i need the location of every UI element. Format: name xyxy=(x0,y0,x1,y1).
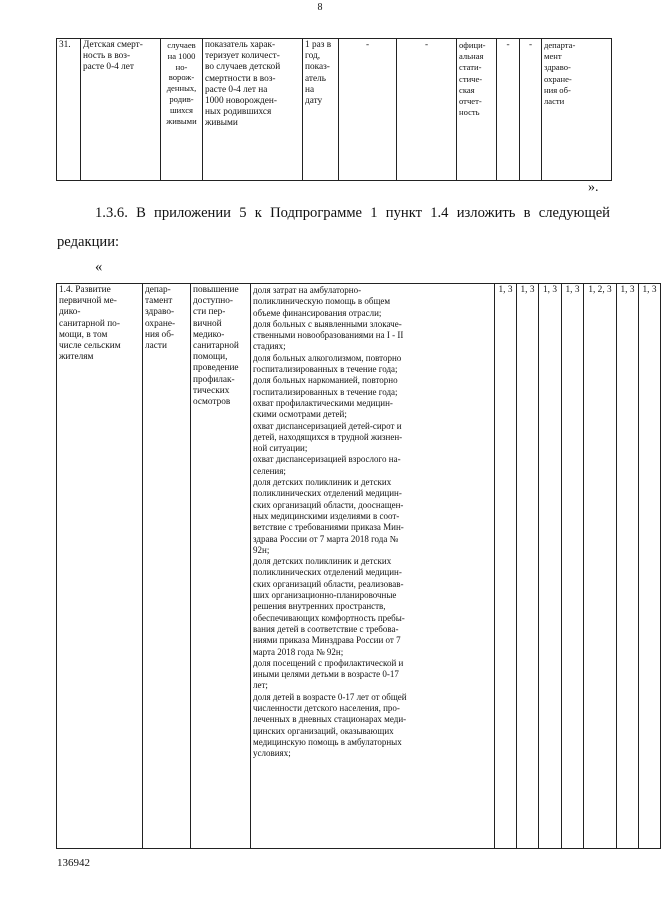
indicator-line: доля больных алкоголизмом, повторно xyxy=(253,352,402,363)
table-row xyxy=(57,39,612,181)
task-cell: 1, 3 xyxy=(617,284,639,849)
indicator-line: медицинскую помощь в амбулаторных xyxy=(253,736,402,747)
task-cell: 1, 3 xyxy=(562,284,584,849)
indicator-line: вания детей в соответствие с требова- xyxy=(253,623,399,634)
task-cell: 1, 3 xyxy=(495,284,517,849)
task-cell: 1, 2, 3 xyxy=(584,284,617,849)
indicator-line: доля больных наркоманией, повторно xyxy=(253,375,398,386)
indicator-line: доля больных с выявленными злокаче- xyxy=(253,318,402,329)
paragraph-line: 1.3.6. В приложении 5 к Подпрограмме 1 пункт 1.4 изложить в следующей xyxy=(95,205,610,221)
indicator-line: цинских организаций, оказывающих xyxy=(253,725,394,736)
indicator-line: ских организаций области, реализовав- xyxy=(253,578,404,589)
indicator-line: ских организаций области, дооснащен- xyxy=(253,499,404,510)
table-row xyxy=(57,284,661,849)
task-cell: 1, 3 xyxy=(539,284,562,849)
page-number: 8 xyxy=(317,2,323,13)
indicator-line: скими осмотрами детей; xyxy=(253,409,347,420)
indicator-line: доля затрат на амбулаторно- xyxy=(253,285,362,295)
indicator-line: леченных в дневных стационарах меди- xyxy=(253,714,407,725)
indicator-line: охват профилактическими медицин- xyxy=(253,397,393,408)
indicators-list xyxy=(251,284,495,849)
measure-goal: повышение доступно- сти пер- вичной медико- санитарной помощи, проведение профилак- тических осмотров xyxy=(191,284,251,849)
indicator-line: доля детей в возрасте 0-17 лет от общей xyxy=(253,691,407,702)
cell-dash: - xyxy=(497,39,520,181)
task-cell: 1, 3 xyxy=(517,284,539,849)
indicator-line: детей, находящихся в трудной жизнен- xyxy=(253,431,403,442)
indicator-line: условиях; xyxy=(253,748,291,759)
measures-table xyxy=(56,283,661,849)
paragraph-line: редакции: xyxy=(57,234,120,250)
footer-code: 136942 xyxy=(57,857,90,869)
closing-quote: ». xyxy=(588,180,599,195)
indicator-line: госпитализированных в течение года; xyxy=(253,364,398,375)
indicator-line: ветствие с требованиями приказа Мин- xyxy=(253,522,404,533)
indicator-line: ниями приказа Минздрава России от 7 xyxy=(253,635,401,646)
indicator-line: ственными новообразованиями на I - II xyxy=(253,330,404,341)
indicator-line: охват диспансеризацией взрослого на- xyxy=(253,454,401,465)
task-cell: 1, 3 xyxy=(639,284,661,849)
cell-dash: - xyxy=(397,39,457,181)
measure-name: 1.4. Развитие первичной ме- дико- санитарной по- мощи, в том числе сельским жителям xyxy=(57,284,143,849)
indicator-line: ных медицинскими изделиями в соот- xyxy=(253,510,400,521)
indicator-line: поликлиническую помощь в общем xyxy=(253,296,391,307)
indicator-line: доля детских поликлиник и детских xyxy=(253,556,392,567)
cell-dash: - xyxy=(339,39,397,181)
indicator-name: Детская смерт- ность в воз- расте 0-4 лет xyxy=(81,39,161,181)
indicator-line: ной ситуации; xyxy=(253,443,308,454)
indicator-line: стадиях; xyxy=(253,341,286,352)
indicator-line: лет; xyxy=(253,680,268,691)
indicator-line: 92н; xyxy=(253,544,270,555)
row-number: 31. xyxy=(57,39,81,181)
indicator-line: обеспечивающих комфортность пребы- xyxy=(253,612,405,623)
indicator-line: объеме финансирования отрасли; xyxy=(253,307,382,318)
indicator-line: госпитализированных в течение года; xyxy=(253,386,398,397)
indicator-line: селения; xyxy=(253,465,286,476)
indicator-definition: показатель харак- теризует количест- во случаев детской смертности в воз- расте 0-4 лет на 1000 новорожден- ных родившихся живыми xyxy=(203,39,303,181)
indicator-line: марта 2018 года № 92н; xyxy=(253,646,344,657)
indicator-line: численности детского населения, про- xyxy=(253,702,400,713)
indicator-line: поликлинических отделений медицин- xyxy=(253,567,402,578)
indicator-line: иными целями детьми в возрасте 0-17 xyxy=(253,669,399,680)
indicator-line: решения внутренних пространств, xyxy=(253,601,386,612)
opening-quote: « xyxy=(95,259,103,275)
indicator-line: доля посещений с профилактической и xyxy=(253,657,404,668)
indicator-line: здрава России от 7 марта 2018 года № xyxy=(253,533,399,544)
indicator-table xyxy=(56,38,612,181)
unit-of-measure: случаев на 1000 но- ворож- денных, родив- шихся живыми xyxy=(161,39,203,181)
indicator-line: доля детских поликлиник и детских xyxy=(253,477,392,488)
data-source: офици- альная стати- стиче- ская отчет- ность xyxy=(457,39,497,181)
indicator-line: ших организационно-планировочные xyxy=(253,590,397,601)
period: 1 раз в год, показ- атель на дату xyxy=(303,39,339,181)
indicator-line: поликлинических отделений медицин- xyxy=(253,488,402,499)
indicator-line: охват диспансеризацией детей-сирот и xyxy=(253,420,402,431)
responsible: департа- мент здраво- охране- ния об- ласти xyxy=(542,39,612,181)
executor: депар- тамент здраво- охране- ния об- ласти xyxy=(143,284,191,849)
indicators-lines xyxy=(253,285,492,759)
cell-dash: - xyxy=(520,39,542,181)
